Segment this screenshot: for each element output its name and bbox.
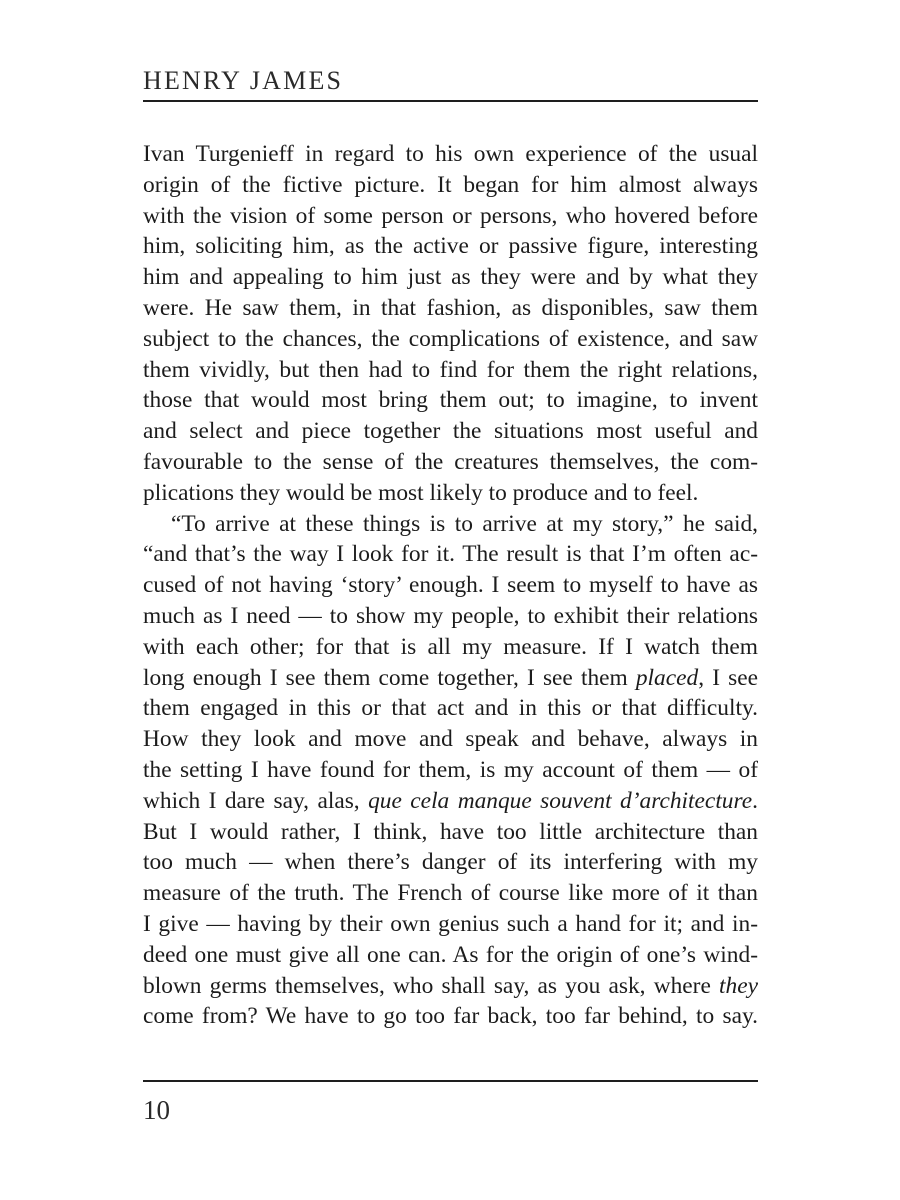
running-head: HENRY JAMES — [143, 66, 344, 95]
text-line: them engaged in this or that act and in this or that difficulty. — [143, 695, 758, 722]
text-line: measure of the truth. The French of course like more of it than — [143, 880, 758, 907]
text-line: and select and piece together the situations most useful and — [143, 418, 758, 445]
italic-text: que cela manque souvent d’architecture — [368, 787, 753, 814]
text-line: with each other; for that is all my measure. If I watch them — [143, 633, 758, 660]
text-line: cused of not having ‘story’ enough. I seem to myself to have as — [143, 572, 758, 599]
text-line: favourable to the sense of the creatures themselves, the com- — [143, 448, 758, 475]
header-rule — [143, 100, 758, 102]
italic-text: placed — [635, 664, 699, 691]
footer-rule — [143, 1080, 758, 1082]
body-text — [143, 139, 758, 1032]
page-number: 10 — [143, 1095, 170, 1125]
text-line: subject to the chances, the complications of existence, and saw — [143, 325, 758, 352]
text-line: him, soliciting him, as the active or passive figure, interesting — [143, 233, 758, 260]
text-line: were. He saw them, in that fashion, as disponibles, saw them — [143, 294, 758, 321]
text-line: deed one must give all one can. As for the origin of one’s wind- — [143, 941, 758, 968]
text-segment: . — [752, 787, 758, 814]
text-line: come from? We have to go too far back, too far behind, to say. — [143, 1003, 758, 1030]
text-line: plications they would be most likely to produce and to feel. — [143, 479, 699, 506]
text-line: with the vision of some person or persons, who hovered before — [143, 202, 758, 229]
text-segment: long enough I see them come together, I see them — [143, 664, 636, 691]
text-line: But I would rather, I think, have too little architecture than — [143, 818, 758, 845]
text-line — [143, 663, 758, 694]
text-line: those that would most bring them out; to imagine, to invent — [143, 387, 758, 414]
text-segment: which I dare say, alas, — [143, 787, 369, 814]
text-segment: , I see — [698, 664, 758, 691]
text-line: How they look and move and speak and behave, always in — [143, 726, 758, 753]
text-line: too much — when there’s danger of its interfering with my — [143, 849, 758, 876]
text-line — [143, 786, 758, 817]
text-line: “and that’s the way I look for it. The result is that I’m often ac- — [143, 541, 758, 568]
text-line — [143, 971, 758, 1002]
text-line: much as I need — to show my people, to exhibit their relations — [143, 602, 758, 629]
text-line: “To arrive at these things is to arrive at my story,” he said, — [171, 510, 758, 537]
text-line: him and appealing to him just as they were and by what they — [143, 264, 758, 291]
text-segment: blown germs themselves, who shall say, as you ask, where — [143, 972, 720, 999]
italic-text: they — [719, 972, 758, 999]
text-line: I give — having by their own genius such a hand for it; and in- — [143, 910, 758, 937]
text-line: origin of the fictive picture. It began for him almost always — [143, 171, 758, 198]
text-line: them vividly, but then had to find for them the right relations, — [143, 356, 758, 383]
text-line: the setting I have found for them, is my account of them — of — [143, 756, 758, 783]
text-line: Ivan Turgenieff in regard to his own experience of the usual — [143, 141, 758, 167]
